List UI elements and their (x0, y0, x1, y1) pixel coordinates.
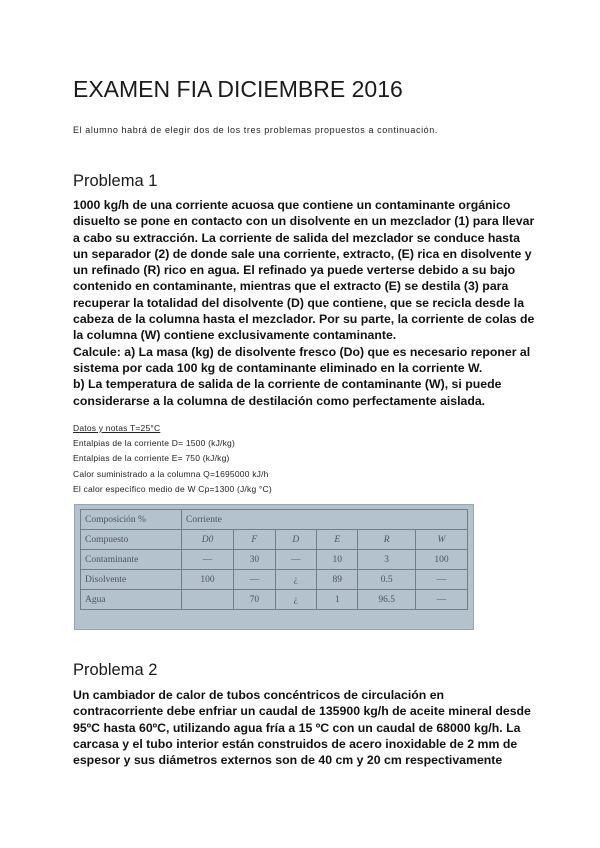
table-cell: Disolvente (81, 570, 182, 590)
table-cell: 100 (415, 550, 467, 570)
notes-item: El calor específico medio de W Cp=1300 (J/kg °C) (73, 483, 272, 494)
table-cell: 1 (317, 590, 358, 610)
table-cell: — (275, 550, 316, 570)
table-header-cell: Corriente (182, 510, 468, 530)
statement-line: 95ºC hasta 60ºC, utilizando agua fría a 15 ºC con un caudal de 68000 kg/h. La (73, 720, 521, 735)
statement-line: Calcule: a) La masa (kg) de disolvente fresco (Do) que es necesario reponer al (73, 344, 531, 359)
table-cell: D (275, 530, 316, 550)
table-cell: — (415, 570, 467, 590)
table-row (81, 590, 468, 610)
problem-1-heading: Problema 1 (73, 172, 158, 190)
table-cell: 70 (234, 590, 275, 610)
table-header-row (81, 510, 468, 530)
table-cell: 3 (358, 550, 415, 570)
table-cell: R (358, 530, 415, 550)
notes-header: Datos y notas T=25°C (73, 423, 161, 433)
composition-table-image (74, 504, 474, 630)
statement-line: sistema por cada 100 kg de contaminante eliminado en la corriente W. (73, 360, 483, 375)
statement-line: recuperar la totalidad del disolvente (D) que contiene, que se recicla desde la (73, 295, 525, 310)
statement-line: espesor y sus diámetros externos son de 40 cm y 20 cm respectivamente (73, 753, 503, 768)
intro-text: El alumno habrá de elegir dos de los tres problemas propuestos a continuación. (73, 125, 438, 135)
composition-table (80, 509, 468, 610)
statement-line: un separador (2) de donde sale una corriente, extracto, (E) rica en disolvente y (73, 246, 532, 261)
statement-line: carcasa y el tubo interior están construidos de acero inoxidable de 2 mm de (73, 736, 518, 751)
statement-line: contenido en contaminante, mientras que el extracto (E) se destila (3) para (73, 279, 509, 294)
statement-line: la columna (W) contiene exclusivamente contaminante. (73, 328, 397, 343)
table-cell: — (182, 550, 234, 570)
table-cell: 100 (182, 570, 234, 590)
table-cell: 0.5 (358, 570, 415, 590)
table-cell: 30 (234, 550, 275, 570)
page-title: EXAMEN FIA DICIEMBRE 2016 (73, 76, 403, 102)
problem-1-statement (73, 197, 533, 409)
table-row (81, 550, 468, 570)
statement-line: cabeza de la columna hasta el mezclador. Por su parte, la corriente de colas de (73, 312, 535, 327)
table-cell: — (234, 570, 275, 590)
table-cell: Contaminante (81, 550, 182, 570)
table-column-row (81, 530, 468, 550)
table-cell: E (317, 530, 358, 550)
table-cell: — (415, 590, 467, 610)
table-cell: Compuesto (81, 530, 182, 550)
notes-item: Entalpias de la corriente D= 1500 (kJ/kg) (73, 438, 235, 449)
table-cell: ¿ (275, 590, 316, 610)
statement-line: considerarse a la columna de destilación como perfectamente aislada. (73, 393, 486, 408)
statement-line: b) La temperatura de salida de la corriente de contaminante (W), si puede (73, 377, 502, 392)
statement-line: disuelto se pone en contacto con un disolvente en un mezclador (1) para llevar (73, 214, 535, 229)
table-cell: 89 (317, 570, 358, 590)
table-row (81, 570, 468, 590)
table-cell: W (415, 530, 467, 550)
table-cell: Agua (81, 590, 182, 610)
notes-item: Entalpias de la corriente E= 750 (kJ/kg) (73, 453, 230, 464)
table-cell: 96.5 (358, 590, 415, 610)
table-cell (182, 590, 234, 610)
statement-line: 1000 kg/h de una corriente acuosa que contiene un contaminante orgánico (73, 198, 511, 212)
table-cell: 10 (317, 550, 358, 570)
table-cell: D0 (182, 530, 234, 550)
statement-line: Un cambiador de calor de tubos concéntricos de circulación en (73, 688, 445, 702)
statement-line: a cabo su extracción. La corriente de salida del mezclador se conduce hasta (73, 230, 520, 245)
problem-2-heading: Problema 2 (73, 661, 158, 679)
statement-line: contracorriente debe enfriar un caudal de 135900 kg/h de aceite mineral desde (73, 704, 531, 719)
notes-item: Calor suministrado a la columna Q=1695000 kJ/h (73, 468, 269, 479)
table-cell: ¿ (275, 570, 316, 590)
statement-line: un refinado (R) rico en agua. El refinado ya puede verterse debido a su bajo (73, 263, 516, 278)
problem-2-statement (73, 687, 533, 768)
table-header-cell: Composición % (81, 510, 182, 530)
table-cell: F (234, 530, 275, 550)
data-notes (73, 421, 272, 497)
